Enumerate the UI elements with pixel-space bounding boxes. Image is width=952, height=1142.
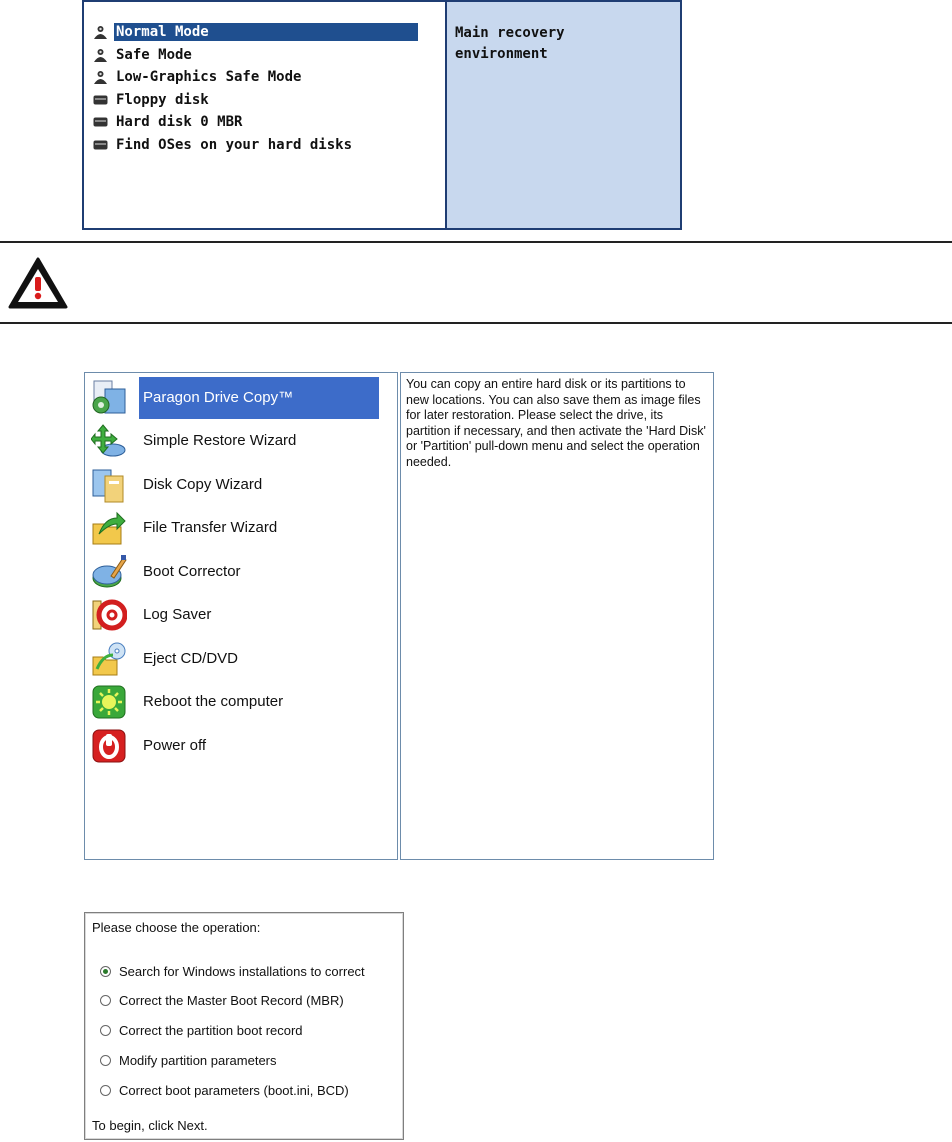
launcher-list	[84, 372, 398, 860]
corrector-footer: To begin, click Next.	[92, 1118, 208, 1133]
launcher-item-simple-restore-wizard[interactable]	[85, 420, 397, 464]
restore-wizard-icon	[91, 423, 127, 459]
boot-menu-description-panel	[447, 2, 680, 228]
launcher-item-boot-corrector[interactable]	[85, 550, 397, 594]
boot-item-label: Find OSes on your hard disks	[116, 136, 353, 153]
boot-item-normal-mode[interactable]	[84, 21, 445, 44]
option-label: Modify partition parameters	[119, 1053, 277, 1068]
launcher-item-eject-cd-dvd[interactable]	[85, 637, 397, 681]
launcher-item-label: Log Saver	[143, 606, 212, 624]
log-saver-icon	[91, 597, 127, 633]
reboot-icon	[91, 684, 127, 720]
boot-corrector-icon	[91, 554, 127, 590]
boot-item-low-graphics-safe-mode[interactable]	[84, 66, 445, 89]
boot-menu-list	[84, 2, 447, 228]
drive-icon	[92, 93, 109, 107]
power-off-icon	[91, 728, 127, 764]
disk-copy-icon	[91, 467, 127, 503]
boot-item-label: Safe Mode	[116, 46, 192, 63]
divider-top	[0, 241, 952, 243]
option-correct-partition-boot-record[interactable]	[100, 1023, 303, 1038]
corrector-prompt: Please choose the operation:	[92, 920, 261, 935]
boot-menu-window	[82, 0, 682, 230]
option-label: Search for Windows installations to correct	[119, 964, 365, 979]
launcher-description: You can copy an entire hard disk or its partitions to new locations. You can also save them as image files for later restoration. Please select the drive, its partition if necessary, and then activate the 'Hard Disk' or 'Partition' pull-down menu and select the operation needed.	[406, 377, 706, 469]
person-icon	[92, 25, 109, 39]
boot-item-find-oses[interactable]	[84, 134, 445, 157]
option-correct-boot-parameters[interactable]	[100, 1083, 349, 1098]
drive-icon	[92, 115, 109, 129]
launcher-item-label: File Transfer Wizard	[143, 519, 278, 537]
launcher-item-label: Boot Corrector	[143, 562, 241, 580]
option-label: Correct the Master Boot Record (MBR)	[119, 993, 344, 1008]
option-search-windows[interactable]	[100, 964, 365, 979]
drive-icon	[92, 138, 109, 152]
boot-menu-description: Main recovery environment	[455, 25, 565, 62]
launcher-description-panel	[400, 372, 714, 860]
launcher-item-label: Reboot the computer	[143, 693, 284, 711]
boot-item-label: Normal Mode	[114, 23, 418, 41]
launcher-item-label: Paragon Drive Copy™	[139, 377, 379, 419]
launcher-window	[84, 372, 714, 860]
radio-button[interactable]	[100, 1025, 111, 1036]
divider-bottom	[0, 322, 952, 324]
option-correct-mbr[interactable]	[100, 993, 344, 1008]
boot-item-floppy-disk[interactable]	[84, 89, 445, 112]
launcher-item-disk-copy-wizard[interactable]	[85, 463, 397, 507]
launcher-item-power-off[interactable]	[85, 724, 397, 768]
launcher-item-drive-copy[interactable]	[85, 376, 397, 420]
option-label: Correct boot parameters (boot.ini, BCD)	[119, 1083, 349, 1098]
launcher-item-label: Eject CD/DVD	[143, 649, 239, 667]
boot-item-safe-mode[interactable]	[84, 44, 445, 67]
boot-item-label: Low-Graphics Safe Mode	[116, 69, 302, 86]
launcher-item-reboot[interactable]	[85, 681, 397, 725]
warning-triangle-icon	[8, 257, 68, 311]
launcher-item-label: Simple Restore Wizard	[143, 432, 297, 450]
radio-button[interactable]	[100, 966, 111, 977]
drive-copy-icon	[91, 380, 127, 416]
person-icon	[92, 70, 109, 84]
radio-button[interactable]	[100, 1055, 111, 1066]
launcher-item-file-transfer-wizard[interactable]	[85, 507, 397, 551]
launcher-item-label: Power off	[143, 736, 207, 754]
eject-cd-icon	[91, 641, 127, 677]
boot-item-label: Hard disk 0 MBR	[116, 114, 243, 131]
boot-item-hard-disk-mbr[interactable]	[84, 111, 445, 134]
boot-item-label: Floppy disk	[116, 91, 209, 108]
boot-corrector-dialog	[84, 912, 404, 1140]
file-transfer-icon	[91, 510, 127, 546]
launcher-item-log-saver[interactable]	[85, 594, 397, 638]
option-modify-partition-parameters[interactable]	[100, 1053, 277, 1068]
radio-button[interactable]	[100, 1085, 111, 1096]
launcher-item-label: Disk Copy Wizard	[143, 475, 263, 493]
option-label: Correct the partition boot record	[119, 1023, 303, 1038]
radio-button[interactable]	[100, 995, 111, 1006]
person-icon	[92, 48, 109, 62]
